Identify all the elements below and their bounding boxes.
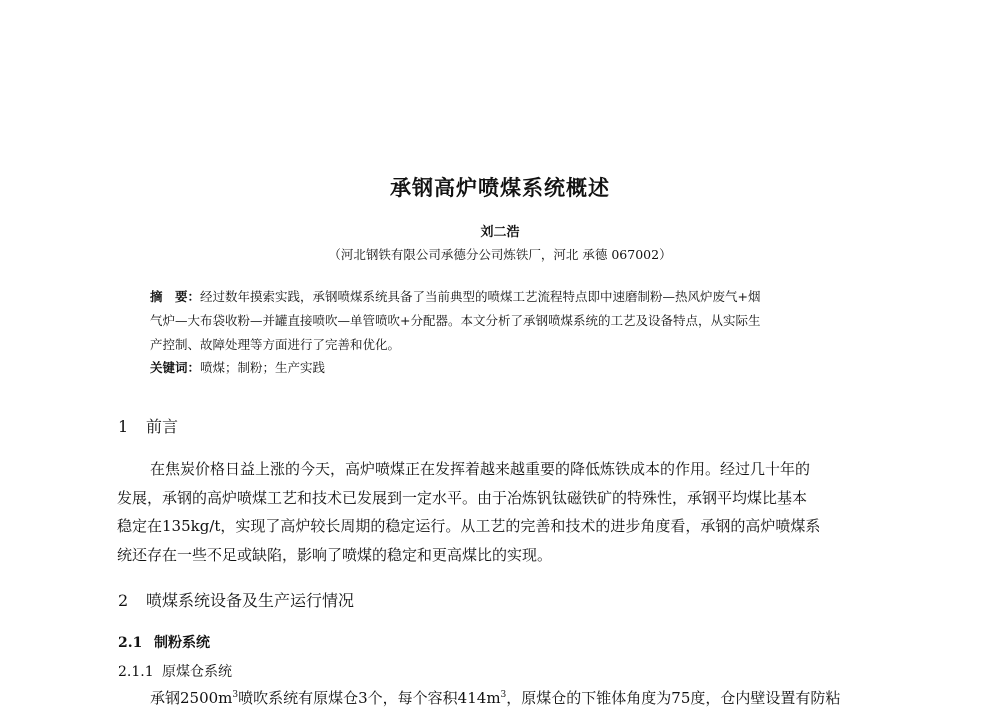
author-name: 刘二浩 [480, 225, 520, 240]
paragraph-line: 发展，承钢的高炉喷煤工艺和技术已发展到一定水平。由于冶炼钒钛磁铁矿的特殊性，承钢平均煤比基本 [117, 489, 808, 507]
superscript: 3 [232, 690, 239, 700]
abstract-text: 经过数年摸索实践，承钢喷煤系统具备了当前典型的喷煤工艺流程特点即中速磨制粉—热风炉废气+烟 [200, 289, 761, 304]
abstract-line-3: 产控制、故障处理等方面进行了完善和优化。 [150, 337, 401, 352]
keywords-line [150, 358, 325, 376]
keywords-label: 关键词： [150, 360, 201, 375]
paragraph-line: 稳定在135kg/t，实现了高炉较长周期的稳定运行。从工艺的完善和技术的进步角度看，承钢的高炉喷煤系 [117, 517, 821, 535]
text-fragment: 喷吹系统有原煤仓3个，每个容积414m [238, 689, 501, 707]
text-fragment: ，原煤仓的下锥体角度为75度，仓内壁设置有防粘 [506, 689, 841, 707]
section-number: 2 [118, 591, 129, 610]
superscript: 3 [500, 690, 507, 700]
subsection-number: 2.1 [118, 635, 143, 651]
abstract-line-2: 气炉—大布袋收粉—并罐直接喷吹—单管喷吹+分配器。本文分析了承钢喷煤系统的工艺及设备特点，从实际生 [150, 313, 761, 328]
subsection-title: 制粉系统 [154, 635, 210, 651]
paper-title: 承钢高炉喷煤系统概述 [390, 175, 610, 200]
section-title: 前言 [146, 417, 179, 436]
subsection-title: 原煤仓系统 [162, 664, 232, 680]
keywords-text: 喷煤；制粉；生产实践 [200, 360, 326, 375]
paragraph-line: 在焦炭价格日益上涨的今天，高炉喷煤正在发挥着越来越重要的降低炼铁成本的作用。经过几十年的 [150, 460, 811, 478]
subsection-2-1-1-heading [118, 661, 232, 681]
section-title: 喷煤系统设备及生产运行情况 [146, 591, 355, 610]
abstract-line-1 [150, 287, 761, 305]
paragraph-line [150, 687, 840, 708]
subsection-2-1-heading [118, 632, 210, 652]
author-affiliation: （河北钢铁有限公司承德分公司炼铁厂，河北 承德 067002） [328, 247, 672, 262]
subsection-number: 2.1.1 [118, 664, 154, 680]
section-number: 1 [118, 417, 129, 436]
section-2-heading [118, 588, 354, 611]
text-fragment: 承钢2500m [150, 689, 233, 707]
abstract-label: 摘 要： [150, 289, 201, 304]
section-1-heading [118, 414, 178, 437]
paragraph-line: 统还存在一些不足或缺陷，影响了喷煤的稳定和更高煤比的实现。 [117, 546, 553, 564]
